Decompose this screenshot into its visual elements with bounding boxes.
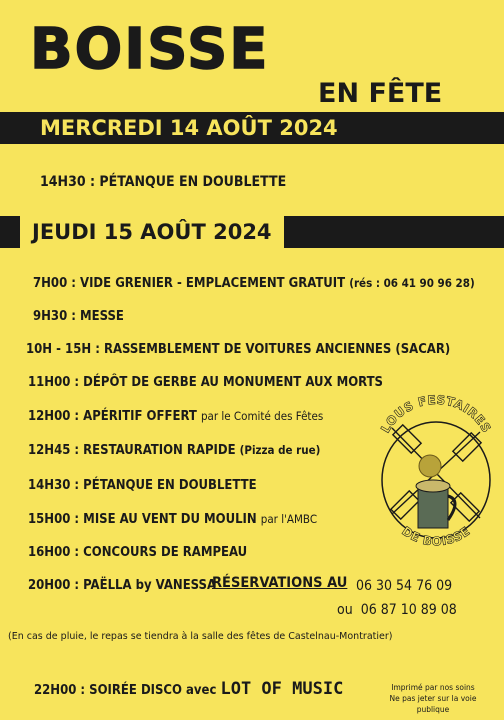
- event-text: RESTAURATION RAPIDE: [83, 443, 236, 458]
- printed-line-2: Ne pas jeter sur la voie publique: [389, 694, 477, 714]
- date-band-day1: [0, 112, 504, 144]
- event-time: 12H45 :: [28, 443, 80, 458]
- event-extra: (Pizza de rue): [239, 443, 321, 457]
- printed-note: [374, 682, 492, 715]
- event-day2-3: [28, 375, 383, 390]
- reservation-label: RÉSERVATIONS AU: [212, 575, 348, 591]
- event-time: 9H30 :: [33, 309, 76, 324]
- date-day1: MERCREDI 14 AOÛT 2024: [34, 112, 344, 144]
- event-day2-0: [33, 276, 475, 291]
- logo-bottom-text: DE BOISSE: [399, 523, 473, 548]
- rain-note: (En cas de pluie, le repas se tiendra à la salle des fêtes de Castelnau-Montratier): [8, 631, 393, 642]
- logo-top-text: LOUS FESTAIRES: [378, 392, 494, 436]
- event-text: CONCOURS DE RAMPEAU: [83, 545, 248, 560]
- event-text: PÉTANQUE EN DOUBLETTE: [83, 478, 257, 493]
- event-day2-8: [28, 545, 247, 560]
- event-text: RASSEMBLEMENT DE VOITURES ANCIENNES (SACAR): [103, 342, 451, 357]
- event-text: PÉTANQUE EN DOUBLETTE: [99, 174, 287, 190]
- event-day2-1: [33, 309, 124, 324]
- event-text: SOIRÉE DISCO avec: [89, 683, 217, 698]
- event-text: MESSE: [80, 309, 124, 324]
- event-time: 10H - 15H :: [26, 342, 100, 357]
- festaires-logo-windmill-icon: [370, 388, 502, 548]
- event-time: 20H00 :: [28, 578, 80, 593]
- event-extra: (rés : 06 41 90 96 28): [349, 276, 475, 290]
- reservation-phone-1: 06 30 54 76 09: [356, 578, 453, 594]
- event-day2-5: [28, 443, 320, 458]
- event-time: 7H00 :: [33, 276, 76, 291]
- event-day1-0: [40, 174, 286, 190]
- event-time: 15H00 :: [28, 512, 80, 527]
- event-disco: [34, 679, 343, 699]
- event-day2-7: [28, 512, 317, 527]
- event-extra: par le Comité des Fêtes: [200, 409, 324, 423]
- event-text: VIDE GRENIER - EMPLACEMENT GRATUIT: [80, 276, 346, 291]
- event-time: 11H00 :: [28, 375, 80, 390]
- event-text: PAËLLA by VANESSA: [83, 578, 216, 593]
- printed-line-1: Imprimé par nos soins: [391, 683, 475, 692]
- page-subtitle: EN FÊTE: [318, 78, 443, 109]
- reservation-or-text: ou: [337, 602, 353, 618]
- event-text: MISE AU VENT DU MOULIN: [83, 512, 257, 527]
- date-day2: JEUDI 15 AOÛT 2024: [20, 216, 284, 248]
- event-text: DÉPÔT DE GERBE AU MONUMENT AUX MORTS: [83, 375, 383, 390]
- reservation-phone-2: 06 87 10 89 08: [360, 602, 457, 618]
- event-extra: par l'AMBC: [260, 512, 318, 526]
- event-time: 22H00 :: [34, 683, 86, 698]
- svg-text:LOUS FESTAIRES: [378, 393, 494, 435]
- event-day2-6: [28, 478, 257, 493]
- date-band-day2: [0, 216, 504, 248]
- event-time: 16H00 :: [28, 545, 80, 560]
- disco-band: LOT OF MUSIC: [220, 679, 344, 699]
- page-title: BOISSE: [30, 17, 270, 82]
- event-day2-4: [28, 409, 323, 424]
- event-day2-9: [28, 578, 216, 593]
- event-day2-2: [26, 342, 450, 357]
- event-time: 14H30 :: [28, 478, 80, 493]
- event-text: APÉRITIF OFFERT: [83, 409, 197, 424]
- event-time: 14H30 :: [40, 174, 96, 190]
- event-time: 12H00 :: [28, 409, 80, 424]
- reservation-or: [337, 602, 457, 618]
